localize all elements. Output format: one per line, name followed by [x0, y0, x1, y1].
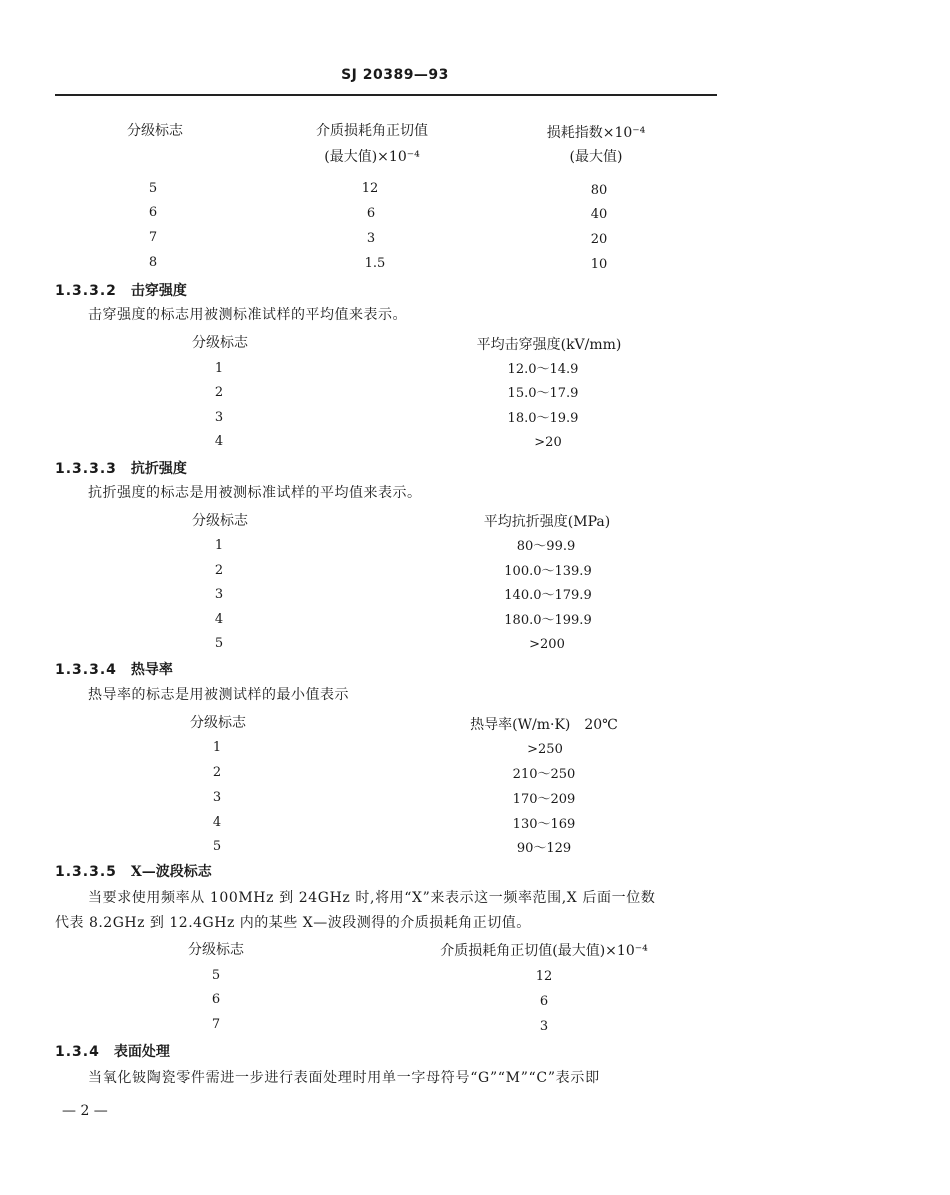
table-cell: 1: [214, 538, 224, 553]
table-cell: 3: [366, 231, 376, 246]
table-header-grade: 分级标志: [127, 123, 183, 139]
table-cell: 2: [214, 385, 224, 400]
table-cell: 2: [214, 563, 224, 578]
table-cell: 20: [590, 232, 608, 247]
table-header-value: 热导率(W/m·K) 20℃: [470, 717, 618, 733]
page-number: — 2 —: [62, 1103, 108, 1119]
section-number: 1.3.3.3: [55, 461, 117, 477]
section-number: 1.3.3.4: [55, 662, 117, 678]
section-title: 抗折强度: [130, 461, 187, 477]
table-header-loss-index-max: (最大值): [569, 149, 623, 165]
table-header-grade: 分级标志: [188, 942, 244, 958]
section-text-134: 当氧化铍陶瓷零件需进一步进行表面处理时用单一字母符号“G”“M”“C”表示即: [88, 1070, 600, 1086]
section-title: X—波段标志: [130, 864, 212, 880]
table-cell: 3: [539, 1019, 549, 1034]
table-header-grade: 分级标志: [190, 715, 246, 731]
table-cell: 5: [211, 968, 221, 983]
table-header-tan-unit: (最大值)×10⁻⁴: [324, 149, 420, 165]
section-number: 1.3.3.2: [55, 283, 117, 299]
table-cell: 180.0～199.9: [504, 613, 592, 628]
table-cell: 3: [212, 790, 222, 805]
table-cell: 40: [590, 207, 608, 222]
section-text-1335-line2: 代表 8.2GHz 到 12.4GHz 内的某些 X—波段测得的介质损耗角正切值。: [55, 915, 531, 931]
table-cell: 1: [214, 361, 224, 376]
table-cell: 15.0～17.9: [507, 386, 579, 401]
table-header-value: 介质损耗角正切值(最大值)×10⁻⁴: [440, 943, 648, 959]
table-cell: 1: [212, 740, 222, 755]
table-cell: 8: [148, 255, 158, 270]
section-text-1335-line1: 当要求使用频率从 100MHz 到 24GHz 时,将用“X”来表示这一频率范围,X 后面一位数: [88, 890, 656, 906]
table-header-grade: 分级标志: [192, 513, 248, 529]
table-cell: 6: [148, 205, 158, 220]
section-number: 1.3.3.5: [55, 864, 117, 880]
table-cell: 5: [148, 181, 158, 196]
table-header-value: 平均抗折强度(MPa): [483, 514, 611, 530]
table-cell: 90～129: [516, 841, 572, 856]
table-cell: 4: [212, 815, 222, 830]
table-cell: 6: [366, 206, 376, 221]
section-title: 热导率: [130, 662, 173, 678]
table-cell: 7: [211, 1017, 221, 1032]
table-cell: >200: [529, 637, 565, 652]
table-cell: 6: [211, 992, 221, 1007]
table-header-value: 平均击穿强度(kV/mm): [476, 337, 622, 353]
table-cell: 100.0～139.9: [504, 564, 592, 579]
table-cell: 7: [148, 230, 158, 245]
table-cell: 140.0～179.9: [504, 588, 592, 603]
table-cell: 3: [214, 587, 224, 602]
section-heading-1332: [55, 284, 187, 298]
section-heading-1334: [55, 663, 173, 677]
header-rule: [55, 94, 717, 96]
table-cell: 4: [214, 612, 224, 627]
section-number: 1.3.4: [55, 1044, 100, 1060]
table-cell: 130～169: [512, 817, 576, 832]
table-cell: 80～99.9: [516, 539, 576, 554]
section-title: 击穿强度: [130, 283, 187, 299]
table-cell: 3: [214, 410, 224, 425]
section-text-1333: 抗折强度的标志是用被测标准试样的平均值来表示。: [88, 485, 422, 501]
table-cell: 170～209: [512, 792, 576, 807]
section-heading-1333: [55, 462, 187, 476]
table-cell: 210～250: [512, 767, 576, 782]
table-cell: 2: [212, 765, 222, 780]
document-code: SJ 20389—93: [341, 67, 449, 83]
table-cell: 18.0～19.9: [507, 411, 579, 426]
table-cell: 12.0～14.9: [507, 362, 579, 377]
table-cell: >20: [534, 435, 562, 450]
table-cell: 1.5: [364, 256, 386, 271]
table-cell: 10: [590, 257, 608, 272]
section-heading-1335: [55, 865, 212, 879]
table-header-grade: 分级标志: [192, 335, 248, 351]
table-cell: 12: [361, 181, 379, 196]
table-cell: 4: [214, 434, 224, 449]
table-cell: 12: [535, 969, 553, 984]
section-heading-134: [55, 1045, 170, 1059]
section-text-1334: 热导率的标志是用被测试样的最小值表示: [88, 687, 349, 703]
table-cell: 5: [212, 839, 222, 854]
table-cell: 5: [214, 636, 224, 651]
section-title: 表面处理: [113, 1044, 170, 1060]
table-cell: 80: [590, 183, 608, 198]
section-text-1332: 击穿强度的标志用被测标准试样的平均值来表示。: [88, 307, 407, 323]
table-header-tan: 介质损耗角正切值: [316, 123, 428, 139]
table-header-loss-index: 损耗指数×10⁻⁴: [546, 125, 646, 141]
table-cell: 6: [539, 994, 549, 1009]
table-cell: >250: [527, 742, 563, 757]
